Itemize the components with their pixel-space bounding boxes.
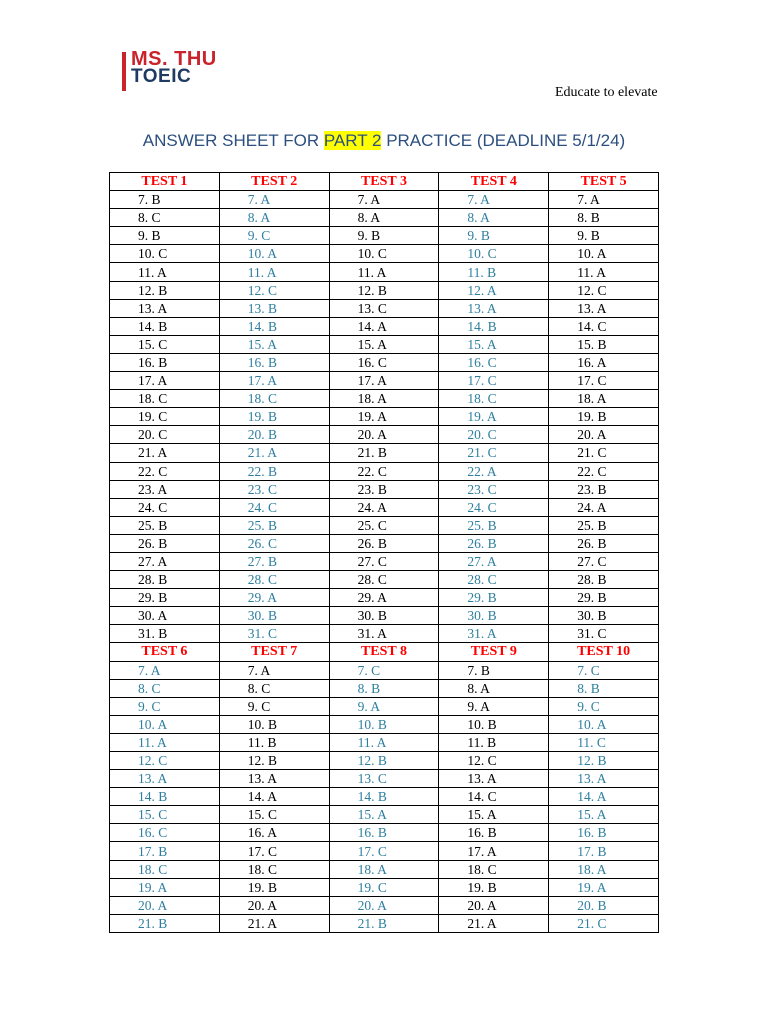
answer-cell: 8. C [110, 209, 220, 227]
answer-cell: 13. A [549, 299, 659, 317]
answer-cell: 14. A [329, 317, 439, 335]
answer-cell: 17. C [329, 842, 439, 860]
answer-row [110, 733, 659, 751]
header-row [110, 173, 659, 191]
answer-cell: 9. C [549, 697, 659, 715]
answer-row [110, 896, 659, 914]
answer-cell: 31. A [439, 625, 549, 643]
header-row [110, 643, 659, 661]
answer-row [110, 878, 659, 896]
answer-row [110, 534, 659, 552]
answer-cell: 11. A [329, 263, 439, 281]
answer-cell: 18. A [329, 390, 439, 408]
answer-cell: 27. A [110, 552, 220, 570]
answer-cell: 21. B [329, 444, 439, 462]
answer-cell: 28. B [549, 571, 659, 589]
answer-cell: 17. A [439, 842, 549, 860]
answer-cell: 12. C [439, 752, 549, 770]
answer-cell: 11. B [439, 733, 549, 751]
answer-cell: 8. B [549, 679, 659, 697]
answer-cell: 10. B [219, 715, 329, 733]
answer-cell: 17. C [219, 842, 329, 860]
answer-cell: 13. A [439, 299, 549, 317]
answer-cell: 18. A [549, 390, 659, 408]
answer-cell: 21. C [549, 444, 659, 462]
answer-cell: 12. B [219, 752, 329, 770]
answer-cell: 10. B [439, 715, 549, 733]
answer-cell: 28. C [219, 571, 329, 589]
answer-cell: 7. B [110, 191, 220, 209]
answer-cell: 23. B [329, 480, 439, 498]
page-title [0, 131, 768, 151]
answer-cell: 18. A [549, 860, 659, 878]
answer-cell: 7. A [219, 661, 329, 679]
answer-cell: 8. C [110, 679, 220, 697]
answer-cell: 15. A [329, 806, 439, 824]
answer-cell: 8. A [329, 209, 439, 227]
answer-row [110, 607, 659, 625]
answer-cell: 18. C [219, 860, 329, 878]
answer-row [110, 462, 659, 480]
answer-cell: 21. B [110, 914, 220, 932]
test-header: TEST 7 [219, 643, 329, 661]
answer-cell: 22. C [549, 462, 659, 480]
answer-cell: 29. A [219, 589, 329, 607]
answer-cell: 7. A [110, 661, 220, 679]
answer-cell: 7. C [549, 661, 659, 679]
answer-cell: 9. B [110, 227, 220, 245]
answer-cell: 14. A [549, 788, 659, 806]
answer-row [110, 842, 659, 860]
test-header: TEST 1 [110, 173, 220, 191]
answer-cell: 13. C [329, 299, 439, 317]
answer-cell: 31. C [219, 625, 329, 643]
answer-cell: 10. C [329, 245, 439, 263]
answer-cell: 11. C [549, 733, 659, 751]
answer-table-body [110, 173, 659, 933]
answer-cell: 12. C [219, 281, 329, 299]
answer-row [110, 752, 659, 770]
answer-cell: 10. A [219, 245, 329, 263]
answer-cell: 28. C [329, 571, 439, 589]
answer-cell: 13. A [439, 770, 549, 788]
answer-row [110, 824, 659, 842]
answer-cell: 12. B [329, 752, 439, 770]
test-header: TEST 3 [329, 173, 439, 191]
answer-cell: 12. B [110, 281, 220, 299]
answer-cell: 7. C [329, 661, 439, 679]
answer-cell: 21. C [439, 444, 549, 462]
answer-cell: 16. A [549, 353, 659, 371]
tagline: Educate to elevate [555, 85, 658, 100]
answer-row [110, 480, 659, 498]
answer-cell: 14. B [219, 317, 329, 335]
title-highlight: PART 2 [323, 131, 382, 150]
answer-cell: 20. A [329, 426, 439, 444]
answer-cell: 31. A [329, 625, 439, 643]
answer-cell: 21. C [549, 914, 659, 932]
answer-cell: 19. A [549, 878, 659, 896]
answer-cell: 15. A [219, 335, 329, 353]
answer-cell: 29. B [549, 589, 659, 607]
answer-cell: 21. A [219, 444, 329, 462]
answer-cell: 22. A [439, 462, 549, 480]
answer-cell: 24. C [110, 498, 220, 516]
answer-cell: 28. B [110, 571, 220, 589]
answer-row [110, 625, 659, 643]
title-suffix: PRACTICE (DEADLINE 5/1/24) [381, 131, 626, 150]
answer-cell: 14. B [329, 788, 439, 806]
answer-cell: 26. B [110, 534, 220, 552]
answer-cell: 16. B [219, 353, 329, 371]
answer-row [110, 697, 659, 715]
answer-cell: 9. C [219, 227, 329, 245]
answer-cell: 26. C [219, 534, 329, 552]
answer-cell: 21. A [219, 914, 329, 932]
answer-cell: 24. A [329, 498, 439, 516]
answer-cell: 31. C [549, 625, 659, 643]
answer-cell: 18. C [439, 390, 549, 408]
answer-cell: 17. A [329, 372, 439, 390]
answer-cell: 17. B [110, 842, 220, 860]
answer-cell: 16. C [110, 824, 220, 842]
test-header: TEST 8 [329, 643, 439, 661]
answer-cell: 20. C [110, 426, 220, 444]
answer-row [110, 444, 659, 462]
test-header: TEST 10 [549, 643, 659, 661]
answer-cell: 11. A [329, 733, 439, 751]
answer-cell: 22. B [219, 462, 329, 480]
answer-row [110, 227, 659, 245]
answer-cell: 15. C [110, 335, 220, 353]
answer-cell: 15. A [329, 335, 439, 353]
answer-cell: 9. B [329, 227, 439, 245]
answer-row [110, 498, 659, 516]
answer-cell: 22. C [329, 462, 439, 480]
answer-row [110, 390, 659, 408]
answer-row [110, 661, 659, 679]
answer-row [110, 209, 659, 227]
answer-cell: 19. A [439, 408, 549, 426]
answer-cell: 23. C [439, 480, 549, 498]
answer-cell: 24. C [219, 498, 329, 516]
answer-cell: 18. C [219, 390, 329, 408]
answer-cell: 9. C [219, 697, 329, 715]
answer-row [110, 245, 659, 263]
brand-logo [122, 48, 252, 92]
answer-row [110, 408, 659, 426]
answer-row [110, 589, 659, 607]
logo-accent-bar [122, 52, 126, 91]
answer-cell: 11. A [110, 263, 220, 281]
answer-cell: 9. A [439, 697, 549, 715]
answer-table [109, 172, 659, 933]
answer-cell: 27. C [329, 552, 439, 570]
answer-cell: 20. B [219, 426, 329, 444]
answer-cell: 9. A [329, 697, 439, 715]
answer-cell: 9. B [439, 227, 549, 245]
logo-line-2: TOEIC [131, 66, 192, 87]
answer-cell: 22. C [110, 462, 220, 480]
answer-cell: 19. B [219, 878, 329, 896]
answer-cell: 12. C [110, 752, 220, 770]
answer-cell: 24. A [549, 498, 659, 516]
answer-row [110, 317, 659, 335]
answer-cell: 21. A [110, 444, 220, 462]
answer-cell: 8. A [439, 209, 549, 227]
answer-cell: 24. C [439, 498, 549, 516]
answer-cell: 9. B [549, 227, 659, 245]
answer-cell: 15. A [549, 806, 659, 824]
answer-row [110, 335, 659, 353]
answer-row [110, 353, 659, 371]
answer-cell: 9. C [110, 697, 220, 715]
logo-line-1: MS. THU [131, 48, 217, 70]
answer-cell: 16. B [329, 824, 439, 842]
answer-cell: 12. C [549, 281, 659, 299]
answer-row [110, 281, 659, 299]
answer-cell: 10. A [549, 715, 659, 733]
answer-cell: 20. C [439, 426, 549, 444]
answer-cell: 19. C [110, 408, 220, 426]
test-header: TEST 9 [439, 643, 549, 661]
answer-cell: 14. B [110, 788, 220, 806]
answer-cell: 20. A [549, 426, 659, 444]
answer-cell: 16. B [439, 824, 549, 842]
answer-cell: 13. B [219, 299, 329, 317]
answer-cell: 14. B [110, 317, 220, 335]
answer-cell: 10. C [439, 245, 549, 263]
answer-cell: 17. A [219, 372, 329, 390]
answer-row [110, 914, 659, 932]
answer-cell: 14. A [219, 788, 329, 806]
answer-cell: 8. C [219, 679, 329, 697]
answer-cell: 8. A [219, 209, 329, 227]
answer-cell: 29. B [439, 589, 549, 607]
answer-cell: 26. B [549, 534, 659, 552]
answer-cell: 10. C [110, 245, 220, 263]
answer-cell: 31. B [110, 625, 220, 643]
answer-cell: 15. A [439, 806, 549, 824]
answer-cell: 25. B [219, 516, 329, 534]
answer-cell: 26. B [439, 534, 549, 552]
answer-cell: 20. A [110, 896, 220, 914]
answer-cell: 29. A [329, 589, 439, 607]
answer-cell: 25. B [439, 516, 549, 534]
answer-cell: 27. B [219, 552, 329, 570]
answer-cell: 30. A [110, 607, 220, 625]
answer-cell: 29. B [110, 589, 220, 607]
answer-row [110, 788, 659, 806]
answer-cell: 20. B [549, 896, 659, 914]
answer-cell: 19. B [549, 408, 659, 426]
answer-cell: 7. A [329, 191, 439, 209]
answer-cell: 14. C [439, 788, 549, 806]
answer-cell: 18. C [110, 860, 220, 878]
answer-cell: 21. B [329, 914, 439, 932]
answer-cell: 16. C [439, 353, 549, 371]
answer-cell: 23. C [219, 480, 329, 498]
answer-cell: 11. B [219, 733, 329, 751]
answer-row [110, 552, 659, 570]
answer-cell: 10. A [110, 715, 220, 733]
title-prefix: ANSWER SHEET FOR [142, 131, 324, 150]
answer-cell: 28. C [439, 571, 549, 589]
answer-cell: 30. B [329, 607, 439, 625]
answer-cell: 20. A [219, 896, 329, 914]
answer-cell: 16. C [329, 353, 439, 371]
answer-cell: 18. A [329, 860, 439, 878]
answer-cell: 11. B [439, 263, 549, 281]
answer-cell: 7. A [439, 191, 549, 209]
answer-cell: 7. A [219, 191, 329, 209]
answer-cell: 25. B [549, 516, 659, 534]
answer-cell: 15. C [110, 806, 220, 824]
answer-cell: 15. A [439, 335, 549, 353]
answer-cell: 11. A [110, 733, 220, 751]
answer-cell: 17. C [439, 372, 549, 390]
answer-cell: 12. B [329, 281, 439, 299]
answer-cell: 16. B [110, 353, 220, 371]
answer-cell: 19. C [329, 878, 439, 896]
test-header: TEST 5 [549, 173, 659, 191]
answer-cell: 19. A [110, 878, 220, 896]
answer-cell: 12. A [439, 281, 549, 299]
answer-row [110, 426, 659, 444]
answer-cell: 15. C [219, 806, 329, 824]
answer-cell: 8. B [549, 209, 659, 227]
answer-cell: 12. B [549, 752, 659, 770]
answer-cell: 14. C [549, 317, 659, 335]
answer-row [110, 372, 659, 390]
answer-cell: 8. A [439, 679, 549, 697]
answer-row [110, 806, 659, 824]
answer-cell: 17. A [110, 372, 220, 390]
answer-cell: 19. B [439, 878, 549, 896]
answer-row [110, 263, 659, 281]
answer-row [110, 516, 659, 534]
answer-cell: 30. B [439, 607, 549, 625]
answer-cell: 13. A [110, 299, 220, 317]
answer-cell: 8. B [329, 679, 439, 697]
answer-row [110, 191, 659, 209]
answer-cell: 16. A [219, 824, 329, 842]
answer-row [110, 860, 659, 878]
answer-cell: 15. B [549, 335, 659, 353]
answer-cell: 19. B [219, 408, 329, 426]
answer-cell: 11. A [549, 263, 659, 281]
answer-cell: 27. C [549, 552, 659, 570]
answer-cell: 25. C [329, 516, 439, 534]
answer-cell: 14. B [439, 317, 549, 335]
answer-cell: 25. B [110, 516, 220, 534]
answer-cell: 23. A [110, 480, 220, 498]
answer-cell: 13. C [329, 770, 439, 788]
answer-row [110, 679, 659, 697]
answer-cell: 7. B [439, 661, 549, 679]
test-header: TEST 4 [439, 173, 549, 191]
test-header: TEST 2 [219, 173, 329, 191]
answer-cell: 19. A [329, 408, 439, 426]
answer-cell: 20. A [439, 896, 549, 914]
answer-cell: 17. C [549, 372, 659, 390]
answer-cell: 17. B [549, 842, 659, 860]
answer-row [110, 299, 659, 317]
answer-cell: 13. A [219, 770, 329, 788]
answer-cell: 10. B [329, 715, 439, 733]
answer-cell: 30. B [549, 607, 659, 625]
answer-cell: 7. A [549, 191, 659, 209]
answer-cell: 10. A [549, 245, 659, 263]
answer-cell: 21. A [439, 914, 549, 932]
test-header: TEST 6 [110, 643, 220, 661]
answer-cell: 18. C [110, 390, 220, 408]
answer-cell: 27. A [439, 552, 549, 570]
answer-row [110, 571, 659, 589]
answer-cell: 13. A [110, 770, 220, 788]
answer-cell: 11. A [219, 263, 329, 281]
answer-cell: 30. B [219, 607, 329, 625]
answer-cell: 13. A [549, 770, 659, 788]
answer-row [110, 770, 659, 788]
answer-row [110, 715, 659, 733]
answer-cell: 16. B [549, 824, 659, 842]
answer-cell: 26. B [329, 534, 439, 552]
answer-cell: 20. A [329, 896, 439, 914]
answer-cell: 18. C [439, 860, 549, 878]
answer-cell: 23. B [549, 480, 659, 498]
